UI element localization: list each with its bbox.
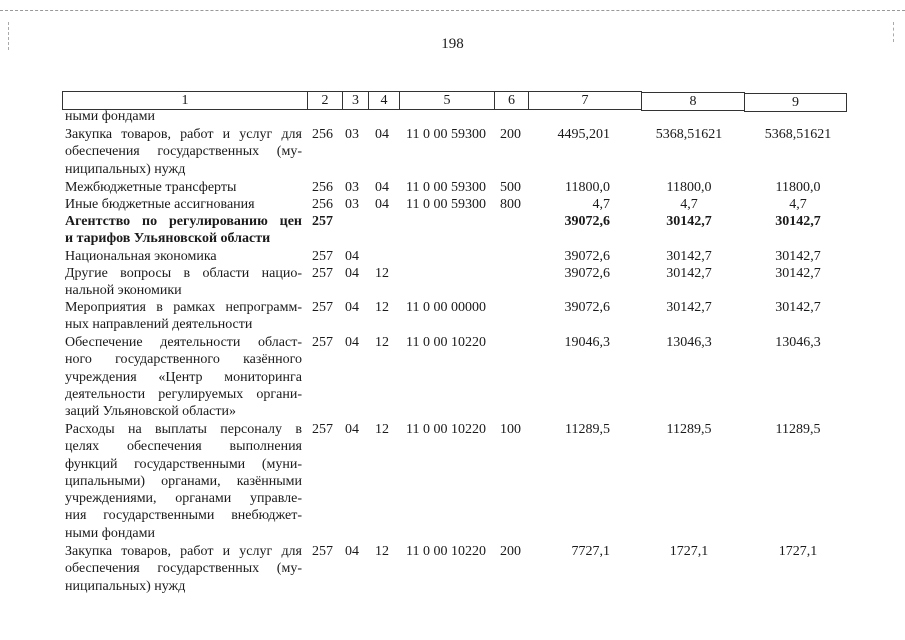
code-value: 256 bbox=[312, 127, 333, 142]
header-col-3: 3 bbox=[342, 91, 369, 110]
row-name-line: Агентство по регулированию цен bbox=[65, 214, 302, 229]
year-value-3: 30142,7 bbox=[775, 300, 821, 315]
subsection-value: 04 bbox=[375, 197, 389, 212]
subsection-value: 12 bbox=[375, 266, 389, 281]
year-value-3: 4,7 bbox=[789, 197, 807, 212]
header-col-9: 9 bbox=[744, 93, 847, 112]
section-value: 03 bbox=[345, 197, 359, 212]
row-name-line: учреждения «Центр мониторинга bbox=[65, 369, 302, 385]
header-col-4: 4 bbox=[368, 91, 400, 110]
subsection-value: 12 bbox=[375, 422, 389, 437]
code-value: 256 bbox=[312, 180, 333, 195]
row-name-line: нальной экономики bbox=[65, 283, 182, 299]
year-value-1: 39072,6 bbox=[564, 300, 610, 315]
year-value-2: 30142,7 bbox=[666, 249, 712, 264]
row-name bbox=[65, 126, 302, 178]
section-value: 04 bbox=[345, 249, 359, 264]
row-name-line: Обеспечение деятельности област- bbox=[65, 335, 302, 350]
row-name-line: обеспечения государственных (му- bbox=[65, 144, 302, 160]
expense-type-value: 800 bbox=[500, 197, 521, 212]
year-value-3: 11289,5 bbox=[775, 422, 821, 437]
row-name-line: ципальными) органами, казёнными bbox=[65, 473, 302, 489]
year-value-1: 39072,6 bbox=[564, 249, 610, 264]
page-number: 198 bbox=[441, 36, 464, 52]
year-value-1: 19046,3 bbox=[564, 335, 610, 350]
code-value: 257 bbox=[312, 214, 333, 229]
row-name-line: Национальная экономика bbox=[65, 249, 217, 264]
section-value: 04 bbox=[345, 422, 359, 437]
section-value: 04 bbox=[345, 335, 359, 350]
year-value-2: 11289,5 bbox=[666, 422, 712, 437]
target-value: 11 0 00 59300 bbox=[406, 127, 486, 142]
row-name bbox=[65, 213, 302, 248]
code-value: 257 bbox=[312, 544, 333, 559]
year-value-3: 30142,7 bbox=[775, 214, 821, 229]
subsection-value: 12 bbox=[375, 300, 389, 315]
expense-type-value: 200 bbox=[500, 544, 521, 559]
row-name-line: Межбюджетные трансферты bbox=[65, 180, 237, 195]
row-name bbox=[65, 543, 302, 595]
year-value-3: 5368,51621 bbox=[764, 127, 832, 142]
row-name-line: Закупка товаров, работ и услуг для bbox=[65, 127, 302, 142]
target-value: 11 0 00 10220 bbox=[406, 335, 486, 350]
section-value: 04 bbox=[345, 544, 359, 559]
year-value-3: 1727,1 bbox=[778, 544, 818, 559]
row-name-line: целях обеспечения выполнения bbox=[65, 439, 302, 455]
subsection-value: 04 bbox=[375, 127, 389, 142]
row-name bbox=[65, 196, 302, 213]
section-value: 04 bbox=[345, 300, 359, 315]
subsection-value: 04 bbox=[375, 180, 389, 195]
year-value-2: 11800,0 bbox=[666, 180, 712, 195]
year-value-3: 30142,7 bbox=[775, 249, 821, 264]
code-value: 257 bbox=[312, 249, 333, 264]
row-name-line: учреждениями, органами управле- bbox=[65, 491, 302, 507]
target-value: 11 0 00 00000 bbox=[406, 300, 486, 315]
row-name-line: заций Ульяновской области» bbox=[65, 404, 236, 420]
header-col-2: 2 bbox=[307, 91, 343, 110]
row-name bbox=[65, 265, 302, 300]
code-value: 257 bbox=[312, 422, 333, 437]
row-name-line: ниципальных) нужд bbox=[65, 578, 186, 594]
expense-type-value: 100 bbox=[500, 422, 521, 437]
year-value-1: 4495,201 bbox=[557, 127, 610, 142]
year-value-2: 5368,51621 bbox=[655, 127, 723, 142]
header-col-8: 8 bbox=[641, 92, 745, 111]
row-name-line: Мероприятия в рамках непрограмм- bbox=[65, 300, 302, 315]
row-name-line: ными фондами bbox=[65, 525, 156, 541]
row-name-line: ния государственными внебюджет- bbox=[65, 508, 302, 524]
year-value-2: 30142,7 bbox=[666, 214, 712, 229]
target-value: 11 0 00 10220 bbox=[406, 544, 486, 559]
row-name bbox=[65, 248, 302, 265]
header-col-6: 6 bbox=[494, 91, 529, 110]
target-value: 11 0 00 10220 bbox=[406, 422, 486, 437]
section-value: 03 bbox=[345, 127, 359, 142]
row-name-line: Иные бюджетные ассигнования bbox=[65, 197, 255, 212]
code-value: 257 bbox=[312, 300, 333, 315]
row-name-line: Закупка товаров, работ и услуг для bbox=[65, 544, 302, 559]
subsection-value: 12 bbox=[375, 335, 389, 350]
year-value-3: 13046,3 bbox=[775, 335, 821, 350]
year-value-1: 4,7 bbox=[592, 197, 610, 212]
section-value: 04 bbox=[345, 266, 359, 281]
year-value-1: 11289,5 bbox=[565, 422, 610, 437]
header-col-7: 7 bbox=[528, 91, 642, 110]
year-value-2: 13046,3 bbox=[666, 335, 712, 350]
row-name bbox=[65, 179, 302, 196]
code-value: 257 bbox=[312, 266, 333, 281]
row-name bbox=[65, 299, 302, 334]
row-name-line: ниципальных) нужд bbox=[65, 161, 186, 177]
row-name-line: и тарифов Ульяновской области bbox=[65, 231, 271, 247]
row-name-line: Другие вопросы в области нацио- bbox=[65, 266, 302, 281]
row-name-line: Расходы на выплаты персоналу в bbox=[65, 422, 302, 437]
row-name bbox=[65, 421, 302, 542]
row-name bbox=[65, 108, 302, 125]
row-name-line: ного государственного казённого bbox=[65, 352, 302, 368]
year-value-3: 30142,7 bbox=[775, 266, 821, 281]
row-name-line: ными фондами bbox=[65, 109, 156, 124]
year-value-2: 30142,7 bbox=[666, 300, 712, 315]
target-value: 11 0 00 59300 bbox=[406, 197, 486, 212]
section-value: 03 bbox=[345, 180, 359, 195]
expense-type-value: 200 bbox=[500, 127, 521, 142]
row-name-line: деятельности регулируемых органи- bbox=[65, 386, 302, 402]
header-col-1: 1 bbox=[62, 91, 308, 110]
header-col-5: 5 bbox=[399, 91, 495, 110]
code-value: 257 bbox=[312, 335, 333, 350]
row-name bbox=[65, 334, 302, 420]
subsection-value: 12 bbox=[375, 544, 389, 559]
page-top-border bbox=[0, 10, 905, 11]
year-value-1: 11800,0 bbox=[565, 180, 610, 195]
year-value-1: 39072,6 bbox=[564, 214, 610, 229]
row-name-line: обеспечения государственных (му- bbox=[65, 561, 302, 577]
year-value-2: 4,7 bbox=[680, 197, 698, 212]
row-name-line: функций государственными (муни- bbox=[65, 456, 302, 472]
expense-type-value: 500 bbox=[500, 180, 521, 195]
year-value-1: 39072,6 bbox=[564, 266, 610, 281]
target-value: 11 0 00 59300 bbox=[406, 180, 486, 195]
year-value-3: 11800,0 bbox=[775, 180, 821, 195]
row-name-line: ных направлений деятельности bbox=[65, 317, 253, 333]
year-value-2: 30142,7 bbox=[666, 266, 712, 281]
year-value-1: 7727,1 bbox=[571, 544, 610, 559]
code-value: 256 bbox=[312, 197, 333, 212]
year-value-2: 1727,1 bbox=[669, 544, 709, 559]
